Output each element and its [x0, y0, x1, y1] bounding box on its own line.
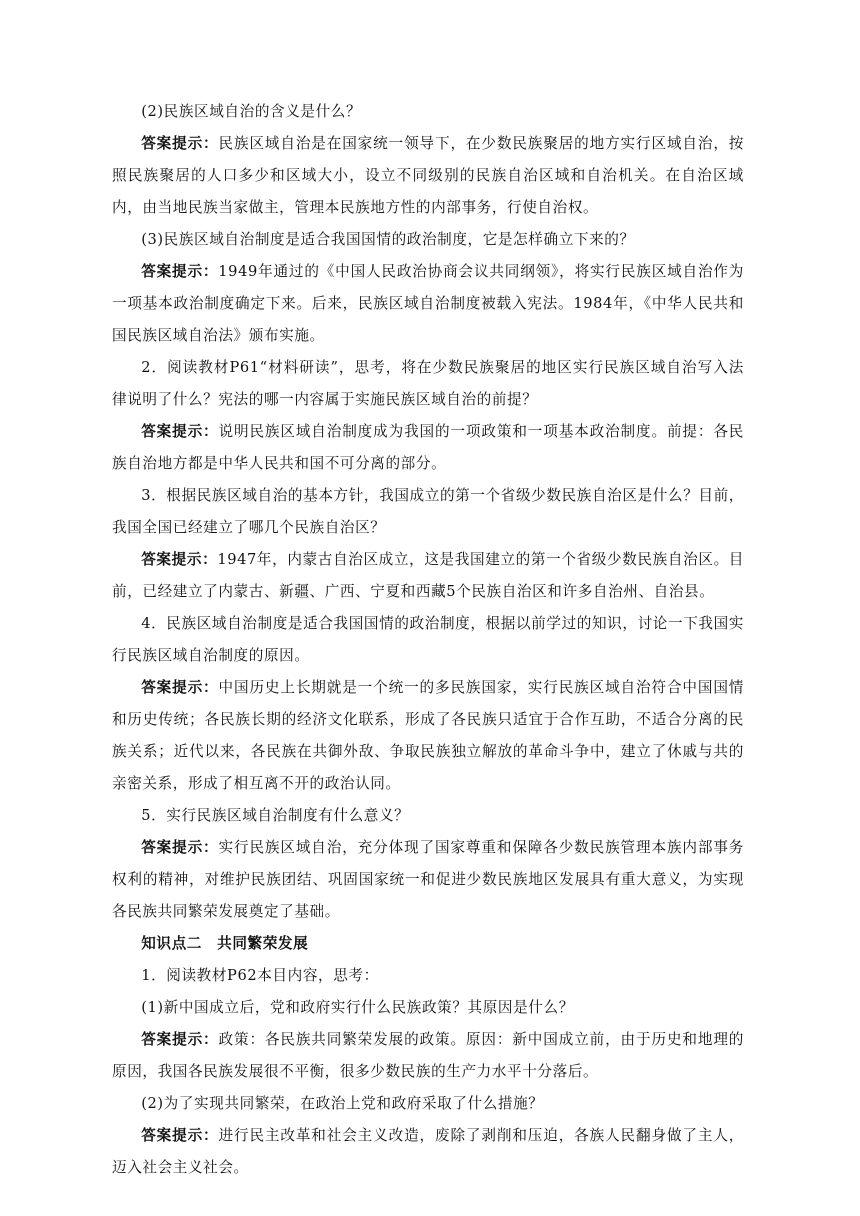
- answer-significance: [112, 832, 744, 928]
- answer-law-meaning: [112, 416, 744, 480]
- answer-text: 实行民族区域自治，充分体现了国家尊重和保障各少数民族管理本族内部事务权利的精神，对维护民族团结、巩固国家统一和促进少数民族地区发展具有重大意义，为实现各民族共同繁荣发展奠定了基础。: [112, 839, 744, 920]
- answer-reasons: [112, 672, 744, 800]
- question-measures: (2)为了实现共同繁荣，在政治上党和政府采取了什么措施？: [141, 1095, 544, 1112]
- question-2-meaning: (2)民族区域自治的含义是什么？: [141, 103, 362, 120]
- answer-text: 1947年，内蒙古自治区成立，这是我国建立的第一个省级少数民族自治区。目前，已经建立了内蒙古、新疆、广西、宁夏和西藏5个民族自治区和许多自治州、自治县。: [112, 551, 744, 600]
- document-body: [112, 96, 744, 1184]
- answer-label: 答案提示：: [141, 135, 219, 152]
- question-significance: 5．实行民族区域自治制度有什么意义？: [141, 807, 410, 824]
- answer-first-region: [112, 544, 744, 608]
- section-heading: 知识点二 共同繁荣发展: [141, 935, 309, 952]
- answer-label: 答案提示：: [141, 263, 219, 280]
- answer-label: 答案提示：: [141, 839, 219, 856]
- answer-label: 答案提示：: [141, 423, 219, 440]
- answer-text: 民族区域自治是在国家统一领导下，在少数民族聚居的地方实行区域自治，按照民族聚居的人口多少和区域大小，设立不同级别的民族自治区域和自治机关。在自治区域内，由当地民族当家做主，管理本民族地方性的内部事务，行使自治权。: [112, 135, 744, 216]
- answer-label: 答案提示：: [141, 1127, 219, 1144]
- answer-text: 1949年通过的《中国人民政治协商会议共同纲领》，将实行民族区域自治作为一项基本政治制度确定下来。后来，民族区域自治制度被载入宪法。1984年，《中华人民共和国民族区域自治法》颁布实施。: [112, 263, 744, 344]
- answer-2-meaning: [112, 128, 744, 224]
- answer-3-established: [112, 256, 744, 352]
- answer-text: 进行民主改革和社会主义改造，废除了剥削和压迫，各族人民翻身做了主人，迈入社会主义社会。: [112, 1127, 744, 1176]
- answer-text: 中国历史上长期就是一个统一的多民族国家，实行民族区域自治符合中国国情和历史传统；各民族长期的经济文化联系，形成了各民族只适宜于合作互助，不适合分离的民族关系；近代以来，各民族在共御外敌、争取民族独立解放的革命斗争中，建立了休戚与共的亲密关系，形成了相互离不开的政治认同。: [112, 679, 744, 792]
- answer-label: 答案提示：: [141, 1031, 219, 1048]
- question-law-meaning: 2．阅读教材P61“材料研读”，思考，将在少数民族聚居的地区实行民族区域自治写入法律说明了什么？宪法的哪一内容属于实施民族区域自治的前提？: [112, 359, 744, 408]
- question-3-established: (3)民族区域自治制度是适合我国国情的政治制度，它是怎样确立下来的？: [141, 231, 635, 248]
- answer-label: 答案提示：: [141, 679, 219, 696]
- question-read-p62: 1．阅读教材P62本目内容，思考：: [141, 967, 379, 984]
- answer-measures: [112, 1120, 744, 1184]
- answer-policy: [112, 1024, 744, 1088]
- answer-text: 说明民族区域自治制度成为我国的一项政策和一项基本政治制度。前提：各民族自治地方都是中华人民共和国不可分离的部分。: [112, 423, 744, 472]
- question-policy: (1)新中国成立后，党和政府实行什么民族政策？其原因是什么？: [141, 999, 574, 1016]
- answer-label: 答案提示：: [141, 551, 218, 568]
- question-reasons: 4．民族区域自治制度是适合我国国情的政治制度，根据以前学过的知识，讨论一下我国实行民族区域自治制度的原因。: [112, 615, 744, 664]
- answer-text: 政策：各民族共同繁荣发展的政策。原因：新中国成立前，由于历史和地理的原因，我国各民族发展很不平衡，很多少数民族的生产力水平十分落后。: [112, 1031, 744, 1080]
- question-first-region: 3．根据民族区域自治的基本方针，我国成立的第一个省级少数民族自治区是什么？目前，我国全国已经建立了哪几个民族自治区？: [112, 487, 744, 536]
